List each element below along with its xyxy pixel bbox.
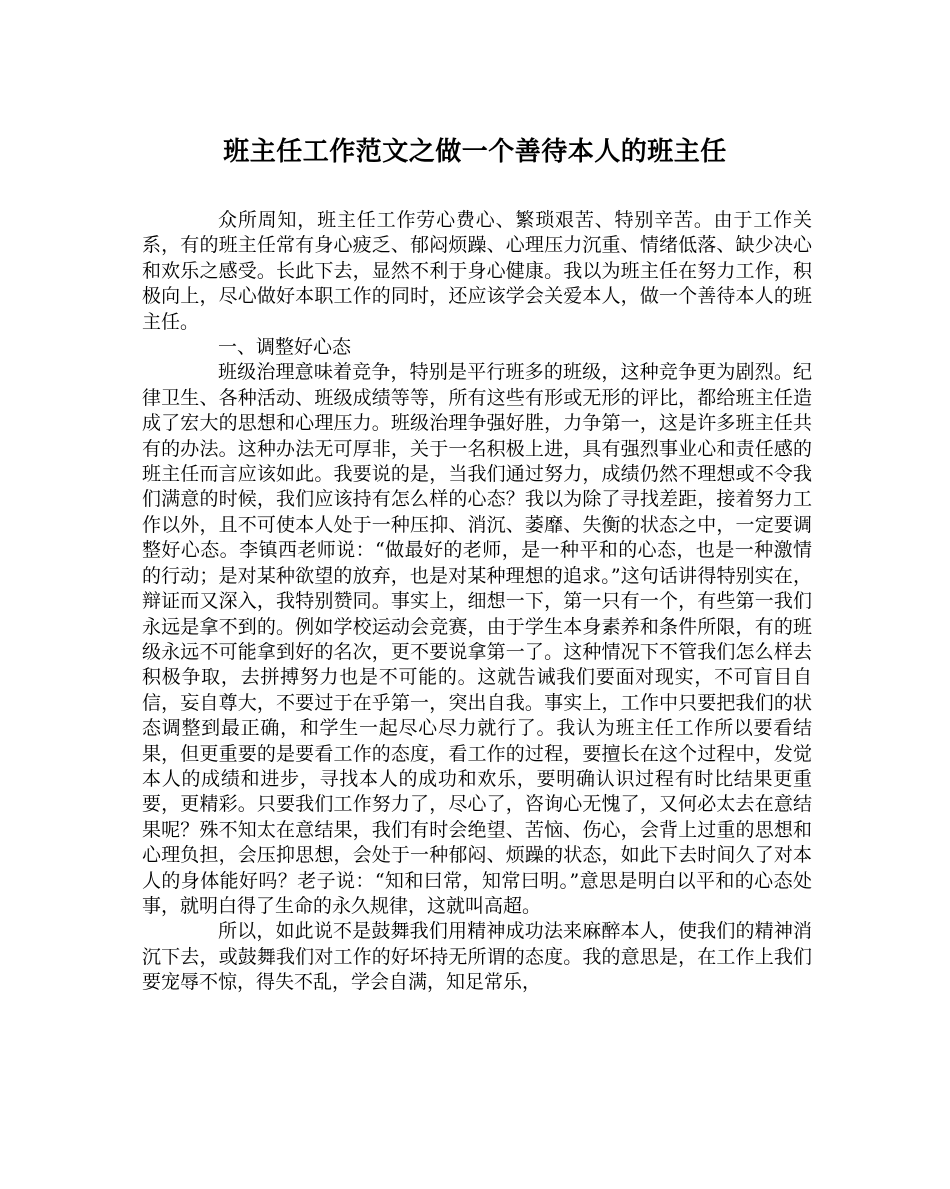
paragraph-adjust-mindset: 班级治理意味着竞争，特别是平行班多的班级，这种竞争更为剧烈。纪律卫生、各种活动、班级成绩等等，所有这些有形或无形的评比，都给班主任造成了宏大的思想和心理压力。班级治理争强好胜，力争第一，这是许多班主任共有的办法。这种办法无可厚非，关于一名积极上进，具有强烈事业心和责任感的班主任而言应该如此。我要说的是，当我们通过努力，成绩仍然不理想或不令我们满意的时候，我们应该持有怎么样的心态？我以为除了寻找差距，接着努力工作以外，且不可使本人处于一种压抑、消沉、萎靡、失衡的状态之中，一定要调整好心态。李镇西老师说：“做最好的老师，是一种平和的心态，也是一种激情的行动；是对某种欲望的放弃，也是对某种理想的追求。”这句话讲得特别实在，辩证而又深入，我特别赞同。事实上，细想一下，第一只有一个，有些第一我们永远是拿不到的。例如学校运动会竞赛，由于学生本身素养和条件所限，有的班级永远不可能拿到好的名次，更不要说拿第一了。这种情况下不管我们怎么样去积极争取，去拼搏努力也是不可能的。这就告诫我们要面对现实，不可盲目自信，妄自尊大，不要过于在乎第一，突出自我。事实上，工作中只要把我们的状态调整到最正确，和学生一起尽心尽力就行了。我认为班主任工作所以要看结果，但更重要的是要看工作的态度，看工作的过程，要擅长在这个过程中，发觉本人的成绩和进步，寻找本人的成功和欢乐，要明确认识过程有时比结果更重要，更精彩。只要我们工作努力了，尽心了，咨询心无愧了，又何必太去在意结果呢？殊不知太在意结果，我们有时会绝望、苦恼、伤心，会背上过重的思想和心理负担，会压抑思想，会处于一种郁闷、烦躁的状态，如此下去时间久了对本人的身体能好吗？老子说：“知和曰常，知常曰明。”意思是明白以平和的心态处事，就明白得了生命的永久规律，这就叫高超。: [142, 361, 812, 917]
document-body: [142, 208, 812, 996]
paragraph-intro: 众所周知，班主任工作劳心费心、繁琐艰苦、特别辛苦。由于工作关系，有的班主任常有身心疲乏、郁闷烦躁、心理压力沉重、情绪低落、缺少决心和欢乐之感受。长此下去，显然不利于身心健康。我以为班主任在努力工作，积极向上，尽心做好本职工作的同时，还应该学会关爱本人，做一个善待本人的班主任。: [142, 209, 812, 333]
section-heading: 一、调整好心态: [218, 336, 352, 359]
paragraph-therefore: 所以，如此说不是鼓舞我们用精神成功法来麻醉本人，使我们的精神消沉下去，或鼓舞我们对工作的好坏持无所谓的态度。我的意思是，在工作上我们要宠辱不惊，得失不乱，学会自满，知足常乐，: [142, 920, 812, 994]
document-title: 班主任工作范文之做一个善待本人的班主任: [223, 137, 727, 167]
